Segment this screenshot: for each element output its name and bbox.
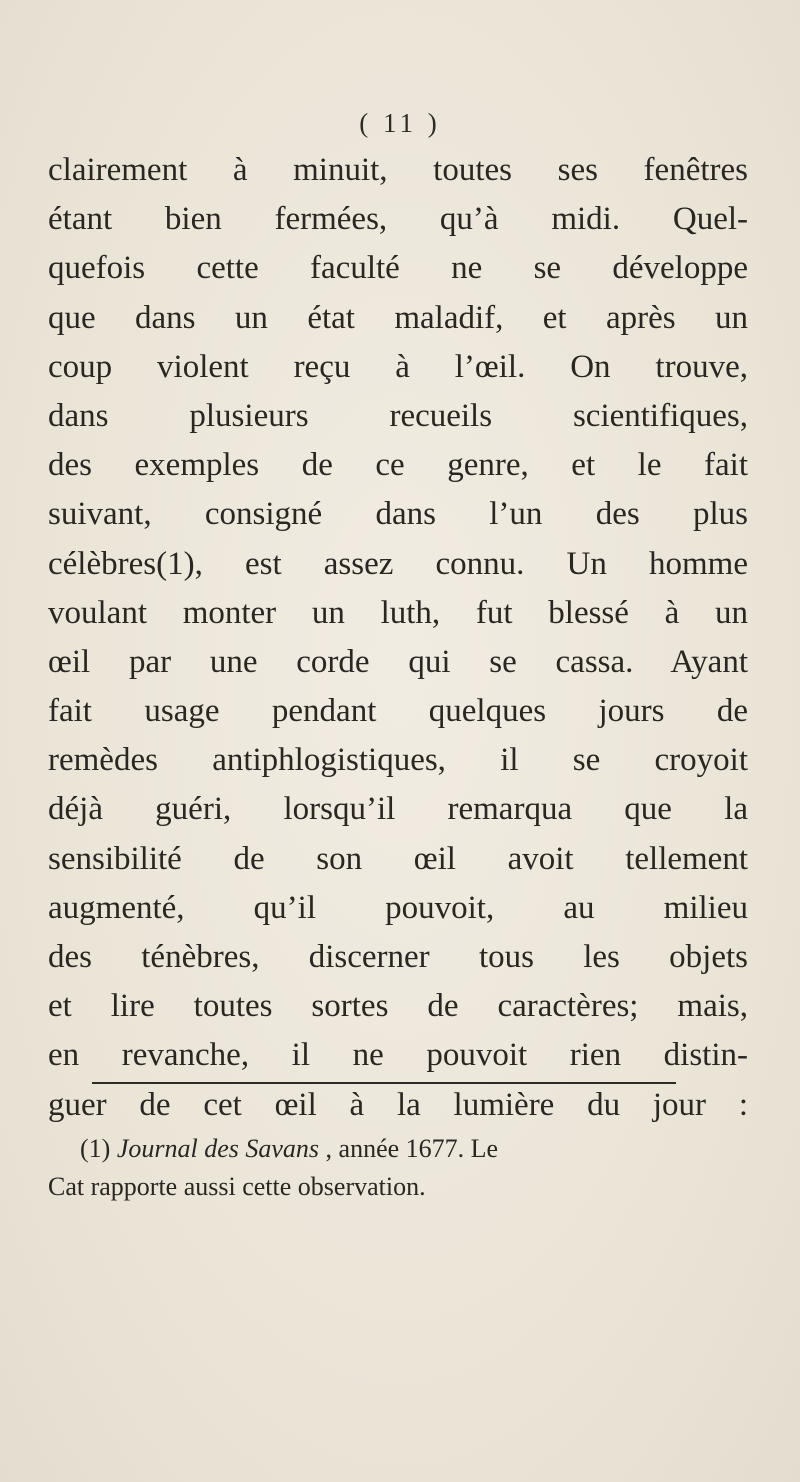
text-line: coup violent reçu à l’œil. On trouve,	[48, 348, 748, 385]
text-line: des ténèbres, discerner tous les objets	[48, 939, 748, 975]
text-line: étant bien fermées, qu’à midi. Quel-	[48, 201, 748, 238]
footnote-line	[48, 1130, 748, 1168]
body-text	[48, 146, 748, 1130]
text-line: célèbres(1), est assez connu. Un homme	[48, 545, 748, 582]
text-line: que dans un état maladif, et après un	[48, 299, 748, 336]
text-line: en revanche, il ne pouvoit rien distin-	[48, 1037, 748, 1074]
text-line: œil par une corde qui se cassa. Ayant	[48, 643, 748, 680]
footnote-citation: , année 1677. Le	[325, 1134, 499, 1163]
footnote	[48, 1130, 748, 1206]
text-line: augmenté, qu’il pouvoit, au milieu	[48, 889, 748, 926]
text-line: voulant monter un luth, fut blessé à un	[48, 594, 748, 631]
page-number: ( 11 )	[359, 108, 441, 138]
text-line: des exemples de ce genre, et le fait	[48, 447, 748, 484]
text-line: sensibilité de son œil avoit tellement	[48, 840, 748, 877]
footnote-journal-title: Journal des Savans	[116, 1134, 320, 1163]
text-line: dans plusieurs recueils scientifiques,	[48, 397, 748, 434]
text-line: guer de cet œil à la lumière du jour :	[48, 1086, 748, 1123]
footnote-marker: (1)	[80, 1134, 111, 1163]
text-line: déjà guéri, lorsqu’il remarqua que la	[48, 791, 748, 828]
text-line: clairement à minuit, toutes ses fenêtres	[48, 152, 748, 188]
footnote-divider	[92, 1082, 676, 1084]
text-line: fait usage pendant quelques jours de	[48, 693, 748, 730]
text-line: quefois cette faculté ne se développe	[48, 250, 748, 287]
text-line: et lire toutes sortes de caractères; mais,	[48, 988, 748, 1025]
footnote-line: Cat rapporte aussi cette observation.	[48, 1172, 426, 1201]
text-line: remèdes antiphlogistiques, il se croyoit	[48, 742, 748, 779]
text-line: suivant, consigné dans l’un des plus	[48, 496, 748, 533]
